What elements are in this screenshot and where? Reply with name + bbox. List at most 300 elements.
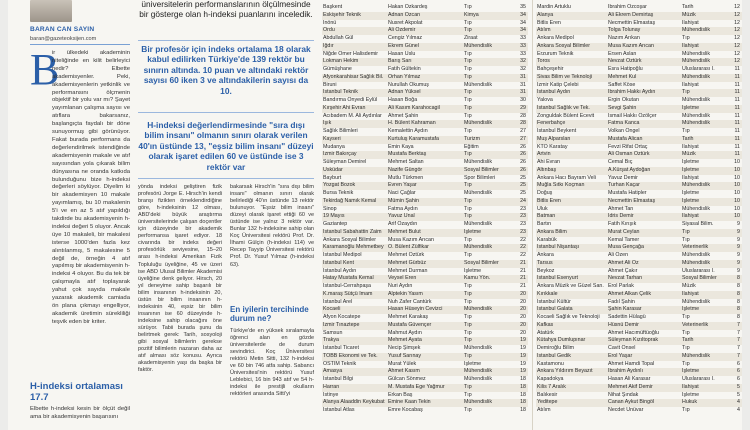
rector-cell: Ahmet Alkan Çelik [608, 290, 651, 297]
university-cell: Amasya [323, 368, 343, 375]
rector-cell: Evren Yaşar [388, 182, 417, 189]
rector-cell: Erol Parlak [608, 283, 634, 289]
table-row [322, 12, 528, 20]
rector-cell: Hasan Boğa [388, 97, 418, 103]
rector-cell: Emre Kocabaş [388, 407, 423, 413]
field-cell: İşletme [682, 391, 700, 398]
rector-cell: Ersen Aslan [608, 50, 637, 57]
field-cell: Tıp [464, 197, 472, 204]
field-cell: Tıp [464, 128, 472, 134]
table-row [536, 221, 742, 229]
field-cell: Mühendislik [682, 112, 710, 119]
field-cell: Kamu Yön. [464, 275, 491, 282]
rector-cell: İbrahim Aydınlı [608, 368, 643, 375]
field-cell: Tıp [682, 360, 690, 367]
university-cell: Batman [537, 213, 556, 220]
rector-cell: Kurtuluş Karamustafa [388, 135, 439, 142]
rector-cell: Cengiz Yılmaz [388, 35, 423, 41]
h-index-cell: 7 [737, 337, 740, 344]
h-index-cell: 20 [520, 290, 526, 297]
h-index-cell: 25 [520, 182, 526, 189]
table-row [322, 353, 528, 361]
table-row [536, 198, 742, 206]
field-cell: Eğitim [464, 143, 479, 150]
field-cell: Tıp [464, 314, 472, 320]
section-subheading: En iyilerin tercihinde durum ne? [230, 305, 309, 324]
field-cell: Tıp [464, 283, 472, 289]
university-cell: Trakya [323, 337, 339, 344]
table-row [536, 128, 742, 136]
field-cell: Tıp [464, 66, 472, 72]
university-cell: Altınbaş [537, 166, 557, 173]
h-index-cell: 8 [737, 283, 740, 289]
table-row [536, 299, 742, 307]
rector-cell: Necmettin Elmastaş [608, 197, 656, 204]
field-cell: Tıp [682, 407, 690, 413]
author-photo [30, 0, 72, 22]
left-tail-paragraph: Elbette h-indeksi kesin bir ölçüt değil ama bir akademisyenin başarısını [30, 406, 130, 420]
h-index-cell: 20 [520, 321, 526, 328]
h-index-cell: 33 [520, 50, 526, 57]
table-row [536, 260, 742, 268]
university-cell: Kapadokya [537, 376, 564, 382]
table-row [322, 113, 528, 121]
table-row [536, 252, 742, 260]
university-cell: 19 Mayıs [323, 213, 345, 220]
h-index-cell: 12 [734, 58, 740, 65]
lead-paragraph [30, 45, 130, 327]
field-cell: İlahiyat [682, 383, 699, 390]
field-cell: Tıp [464, 383, 472, 390]
university-cell: Atılım [537, 407, 551, 413]
rector-cell: Ali Ekrem Demirtaş [608, 11, 654, 18]
table-row [322, 43, 528, 51]
table-row [322, 35, 528, 43]
university-cell: Doğuş [537, 190, 553, 196]
rector-cell: Mustafa Berktaş [388, 151, 427, 158]
university-cell: Atılım [537, 27, 551, 34]
field-cell: Tarih [682, 337, 694, 344]
h-index-cell: 11 [734, 120, 740, 127]
rector-ranking-table [322, 0, 742, 430]
field-cell: Mühendislik [682, 73, 710, 80]
rector-cell: Mehmet Öztürk [388, 252, 425, 258]
university-cell: Erzurum Teknik [537, 50, 574, 57]
university-cell: İstanbul Bilgi [323, 376, 354, 382]
h-index-cell: 10 [734, 213, 740, 220]
university-cell: Başkent [323, 4, 343, 10]
field-cell: Tıp [464, 112, 472, 119]
h-index-cell: 27 [520, 135, 526, 142]
h-index-cell: 30 [520, 97, 526, 103]
newspaper-page [8, 0, 742, 430]
university-cell: Niğde Ömer Halisdemir [323, 50, 379, 57]
h-index-cell: 9 [737, 267, 740, 274]
university-cell: Kafkas [537, 321, 554, 328]
rector-cell: Veysel Eren [388, 275, 417, 282]
table-row [322, 159, 528, 167]
field-cell: Sosyal Bilimler [464, 166, 499, 173]
university-cell: Sinop [323, 205, 337, 212]
h-index-cell: 33 [520, 42, 526, 49]
university-cell: Karamanoğlu Mehmetbey [323, 244, 384, 251]
field-cell: Sosyal Bilimler [682, 275, 717, 282]
h-index-cell: 25 [520, 174, 526, 181]
table-row [322, 58, 528, 66]
university-cell: Bartın [537, 221, 552, 227]
h-index-cell: 22 [520, 236, 526, 243]
rector-cell: Süleyman Kızıltoprak [608, 337, 659, 344]
university-cell: Muğla Sıtkı Koçman [537, 182, 585, 189]
rector-cell: Fevzi Rifat Ortaç [608, 143, 648, 150]
rector-cell: Erkan Baş [388, 391, 413, 398]
rector-cell: Gülcan Sönmez [388, 376, 426, 382]
table-row [536, 175, 742, 183]
field-cell: Mühendislik [682, 298, 710, 305]
table-row [322, 190, 528, 198]
university-cell: Zonguldak Bülent Ecevit [537, 112, 595, 119]
field-cell: İşletme [682, 166, 700, 173]
table-row [322, 268, 528, 276]
university-cell: İstanbul Beykent [537, 128, 577, 134]
table-row [322, 4, 528, 12]
rector-cell: Necmettin Elmastaş [608, 19, 656, 26]
table-row [536, 268, 742, 276]
rector-cell: Musa Kazım Arıcan [608, 42, 654, 49]
h-index-cell: 6 [737, 376, 740, 382]
table-row [536, 291, 742, 299]
field-cell: İşletme [682, 104, 700, 111]
rector-cell: Musa Gençağa [608, 244, 644, 251]
field-cell: Mühendislik [682, 252, 710, 258]
field-cell: Tıp [464, 252, 472, 258]
rector-cell: Ekrem Günel [388, 42, 419, 49]
university-cell: Mardin Artuklu [537, 4, 571, 10]
university-cell: Yeditepe [537, 399, 558, 406]
university-cell: Kayseri [323, 135, 341, 142]
rector-cell: Esra Hatipoğlu [608, 66, 643, 72]
university-cell: İstanbul Sağlık ve Tek. [537, 104, 590, 111]
university-cell: İstanbul Sabahattin Zaim [323, 228, 382, 235]
field-cell: Müzik [682, 283, 696, 289]
author-name: BARAN CAN SAYIN [30, 26, 95, 33]
intro-text: üniversitelerin performanslarının ölçülmesinde bir gösterge olan h-indeksi puanlarını inceledik. [139, 0, 313, 19]
table-row [536, 27, 742, 35]
university-cell: Ankara Medipol [537, 35, 574, 41]
university-cell: Uluk [537, 205, 548, 212]
h-index-cell: 28 [520, 112, 526, 119]
university-cell: Lokman Hekim [323, 58, 359, 65]
university-cell: Tekirdağ Namık Kemal [323, 197, 377, 204]
rector-cell: Şahin Karasar [608, 306, 642, 313]
table-row [536, 322, 742, 330]
h-index-cell: 21 [520, 259, 526, 266]
field-cell: Veterinerlik [682, 321, 709, 328]
university-cell: Gümüşhane [323, 66, 352, 72]
table-row [536, 384, 742, 392]
h-index-cell: 11 [734, 112, 740, 119]
rector-cell: Mehmet Ayata [388, 337, 422, 344]
university-cell: Acıbadem M. Ali Aydınlar [323, 112, 382, 119]
h-index-cell: 7 [737, 321, 740, 328]
table-row [322, 198, 528, 206]
table-row [536, 182, 742, 190]
rector-cell: Fatma Aydın [388, 205, 418, 212]
field-cell: İşletme [682, 368, 700, 375]
university-cell: Ankara Yıldırım Beyazıt [537, 368, 593, 375]
table-row [322, 299, 528, 307]
h-index-cell: 7 [737, 345, 740, 351]
table-row [536, 66, 742, 74]
rector-cell: Naci Çağlar [388, 190, 416, 196]
field-cell: Mühendislik [464, 190, 492, 196]
author-email[interactable]: baran@gazeteoksijen.com [30, 36, 97, 42]
h-index-cell: 8 [737, 306, 740, 313]
h-index-cell: 9 [737, 221, 740, 227]
table-row [322, 167, 528, 175]
table-row [536, 337, 742, 345]
field-cell: Mühendislik [464, 345, 492, 351]
rector-cell: Mehmet Karakaş [388, 314, 429, 320]
university-cell: Üsküdar [323, 166, 343, 173]
rector-cell: Turhan Kaçar [608, 182, 640, 189]
university-cell: Gaziantep [323, 221, 348, 227]
field-cell: Uluslararası İ. [682, 267, 715, 274]
field-cell: İlahiyat [682, 81, 699, 88]
table-row [536, 368, 742, 376]
university-cell: İstanbul Kent [323, 259, 354, 266]
h-index-cell: 18 [520, 399, 526, 406]
field-cell: Mühendislik [682, 58, 710, 65]
h-index-cell: 34 [520, 11, 526, 18]
table-row [322, 322, 528, 330]
rector-cell: İbrahim Hakkı Aydın [608, 89, 656, 96]
h-index-cell: 11 [734, 89, 740, 96]
table-row [536, 244, 742, 252]
rector-cell: Nusret Akpolat [388, 19, 423, 26]
rector-cell: Fatma Kanca [608, 120, 640, 127]
h-index-cell: 26 [520, 151, 526, 158]
table-row [536, 306, 742, 314]
h-index-cell: 12 [734, 50, 740, 57]
table-row [322, 151, 528, 159]
h-index-cell: 10 [734, 174, 740, 181]
field-cell: İşletme [682, 190, 700, 196]
field-cell: Tıp [464, 337, 472, 344]
university-cell: Yalova [537, 97, 553, 103]
rector-cell: Murat Yülek [388, 360, 417, 367]
h-index-cell: 11 [734, 81, 740, 88]
field-cell: Hukuk [682, 399, 698, 406]
h-index-cell: 8 [737, 298, 740, 305]
university-cell: Ankara [537, 252, 554, 258]
table-row [322, 136, 528, 144]
university-cell: Afyon Kocatepe [323, 314, 361, 320]
table-row [536, 159, 742, 167]
field-cell: Mühendislik [464, 221, 492, 227]
table-row [322, 345, 528, 353]
field-cell: Uluslararası İ. [682, 376, 715, 382]
field-cell: İşletme [682, 197, 700, 204]
h-index-cell: 23 [520, 228, 526, 235]
field-cell: İlahiyat [682, 213, 699, 220]
rector-cell: Mehmet Kul [608, 73, 637, 80]
field-cell: Tarih [682, 135, 694, 142]
field-cell: Mühendislik [682, 50, 710, 57]
university-cell: OSTİM Teknik [323, 360, 357, 367]
university-cell: İstanbul Kültür [537, 298, 571, 305]
h-index-cell: 18 [520, 391, 526, 398]
field-cell: Kimya [464, 11, 479, 18]
field-cell: Tıp [464, 407, 472, 413]
field-cell: Mühendislik [464, 399, 492, 406]
h-index-cell: 11 [734, 135, 740, 142]
h-index-cell: 18 [520, 376, 526, 382]
university-cell: Kırşehir Ahi Evran [323, 104, 366, 111]
field-cell: Mühendislik [682, 27, 710, 34]
field-cell: Tıp [464, 58, 472, 65]
h-index-cell: 19 [520, 360, 526, 367]
table-row [322, 376, 528, 384]
field-cell: Tıp [464, 205, 472, 212]
h-index-cell: 21 [520, 275, 526, 282]
h-index-cell: 18 [520, 383, 526, 390]
field-cell: Tıp [464, 213, 472, 220]
table-row [322, 175, 528, 183]
university-cell: Alanya Alaaddin Keykubat [323, 399, 385, 406]
rector-cell: Arif Özaydın [388, 221, 418, 227]
rector-cell: Mustafa Hatipler [608, 190, 647, 196]
table-row [536, 167, 742, 175]
h-index-cell: 34 [520, 27, 526, 34]
university-cell: Kırıkkale [537, 290, 558, 297]
field-cell: İşletme [682, 306, 700, 313]
university-cell: Afyonkarahisar Sağlık Bil. [323, 73, 384, 80]
table-row [322, 206, 528, 214]
rector-cell: Nevzat Öztürk [608, 58, 642, 65]
lead-paragraph-text: ir ülkedeki akademinin niteliğinde en kilit belirleyici nedir? Elbette akademisyenler. Peki, akademisyenlerin yetkinlik ve performansını ölçmenin objektif bir yolu var mı? Şayet yayımlanan çalışma sayısı ve atıflara bakarsanız, başlangıçta faydalı bir döne sunuyormuş gibi görünüyor. Fakat burada performans da değerlendirilmek istendiğinde akademisyenin makale ve atıf sayısından yola çıkarak bilim dünyasına ne oranda katkıda bulunduğunu bize h-indeksi değerleri söylüyor. Diyelim ki bir akademisyen 10 makale yayımlamış, bu 10 makalenin 5'i ve en az 5 atıf yapıldığı takdirde bu akademisyenin h-indeksi değeri 5 oluyor. Ancak üye 10 makaleli, bir makalesi isterse 1000'den fazla kez alıntılanmış, 5 makalesine 5 değil de, örneğin 4 atıf yapılmış bir akademisyenin h-indeksi 4 oluyor. Bu da tek bir çalışmayla atıf toplayarak yahut çok sayıda makale yazarak akademik camiada ön plana çıkmayı engelliyor, akademik üretimin sürekliliği teşvik eden bir kriter. [52, 50, 130, 325]
university-cell: Muş Alparslan [537, 135, 571, 142]
field-cell: Müzik [682, 151, 696, 158]
university-cell: Yozgat Bozok [323, 182, 356, 189]
table-row [322, 237, 528, 245]
table-row [536, 136, 742, 144]
h-index-cell: 4 [737, 407, 740, 413]
rector-cell: Hakan Özkardeş [388, 4, 428, 10]
university-cell: Harran [323, 383, 340, 390]
rector-cell: Murat Ceylan [608, 228, 640, 235]
field-cell: Müzik [682, 11, 696, 18]
field-cell: Tıp [682, 236, 690, 243]
rector-cell: Nuri Aydın [388, 283, 413, 289]
h-index-cell: 10 [734, 159, 740, 165]
university-cell: TOBB Ekonomi ve Tek. [323, 352, 378, 359]
table-row [322, 260, 528, 268]
h-index-cell: 9 [737, 236, 740, 243]
rector-cell: Yavuz Demir [608, 174, 638, 181]
field-cell: İlahiyat [682, 174, 699, 181]
h-index-cell: 19 [520, 368, 526, 375]
rector-cell: Nuh Zafer Cantürk [388, 298, 432, 305]
table-row [536, 120, 742, 128]
table-row [322, 306, 528, 314]
university-cell: Kütahya Dumlupınar [537, 337, 586, 344]
field-cell: İşletme [682, 159, 700, 165]
table-row [322, 407, 528, 415]
rector-cell: M. Mustafa Ege Yağmur [388, 383, 445, 390]
table-row [322, 89, 528, 97]
table-row [536, 399, 742, 407]
university-cell: İstanbul Galata [537, 306, 573, 313]
field-cell: Mühendislik [464, 306, 492, 313]
field-cell: Tıp [464, 73, 472, 80]
field-cell: Mühendislik [464, 159, 492, 165]
body-column-a: yönda indeksi geliştiren fizik profesörü Jorge E. Hirsch'in kendi branşı fizikten örneklendirdiğine göre, h-indeksinin 12 olması, ABD'deki büyük araştırma üniversitelerinde çalışan doçentler için düzeyinde bir akademik performansa işaret ediyor. 18 civarında bir indeks değeri profesörlük seviyesine, 15–20 arası h-indeksi Amerikan Fizik Topluluğu üyeliğine, 45 ve üzeri ise ABD Ulusal Bilimler Akademisi üyeliğine denk geliyor. Hirsch, 20 yıl deneyime sahip başarılı bir bilim insanının h-indeksinin 20, üstün bir bilim insanının h-indeksinin 40, eşsiz bir bilim insanının ise 60 düzeyinde h-indeksine sahip olacağını öne sürüyor. Tabii burada şunu da belirtmek gerek: Tarih, sosyoloji gibi sosyal bilimlerin gerekse pozitif bilimlerin nazaran daha az atıf alması söz konusu. Ayrıca akademisyenin yaşı da başka bir faktör. [138, 184, 222, 374]
rector-cell: Ergin Okutan [608, 97, 639, 103]
h-index-cell: 11 [734, 104, 740, 111]
h-index-cell: 28 [520, 120, 526, 127]
h-index-cell: 8 [737, 275, 740, 282]
table-row [536, 113, 742, 121]
field-cell: Siyasal Bilim. [682, 221, 714, 227]
field-cell: Tıp [464, 182, 472, 189]
table-row [322, 213, 528, 221]
table-row [322, 20, 528, 28]
rector-cell: Ö. Bülent Zülfikar [388, 244, 429, 251]
rector-cell: Fatih Kırışık [608, 221, 637, 227]
table-row [536, 97, 742, 105]
university-cell: Ordu [323, 27, 335, 34]
university-cell: Mudanya [323, 143, 345, 150]
university-cell: Bitlis Eren [537, 197, 561, 204]
rector-cell: Volkan Öngel [608, 128, 640, 134]
field-cell: Mühendislik [682, 259, 710, 266]
rector-cell: Mutlu Türkmen [388, 174, 424, 181]
rector-cell: Nazım Arıkan [608, 35, 640, 41]
h-index-cell: 11 [734, 97, 740, 103]
h-index-cell: 19 [520, 352, 526, 359]
rector-cell: Erol Yaşar [608, 352, 633, 359]
field-cell: İlahiyat [682, 143, 699, 150]
field-cell: Mühendislik [682, 97, 710, 103]
field-cell: Turizm [464, 135, 480, 142]
h-index-cell: 35 [520, 4, 526, 10]
h-index-cell: 11 [734, 151, 740, 158]
h-index-cell: 9 [737, 259, 740, 266]
rector-cell: Hasan Ali Karasar [608, 376, 651, 382]
h-index-cell: 5 [737, 383, 740, 390]
rector-cell: Canan Aykut Bingöl [608, 399, 655, 406]
body-column-b-continued: Türkiye'de en yüksek sıralamayla öğrenci alan en gözde üniversitelerde de durum sevindirici. Koç Üniversitesi rektörü Metin Sitti, 132 h-indeksi ve 60 bin 746 atfa sahip. Sabancı Üniversitesi'nin rektörü Yusuf Leblebici, 16 bin 943 atıf ve 54 h-indeksi ile prestijli okulların rektörleri arasında Sitti'yi [230, 328, 314, 398]
field-cell: Tıp [464, 298, 472, 305]
university-cell: İzmir Bakırçay [323, 151, 357, 158]
university-cell: İstanbul Ticaret [323, 345, 359, 351]
university-cell: Iğdır [323, 42, 334, 49]
h-index-cell: 22 [520, 244, 526, 251]
pull-quote-1: Bir profesör için indeks ortalama 18 olarak kabul edilirken Türkiye'de 139 rektör bu sınırın altında. 10 puan ve altındaki rektör sayısı 60 iken 3 ve altındakilerin sayısı da 10. [141, 44, 311, 96]
table-row [322, 120, 528, 128]
table-row [322, 105, 528, 113]
university-cell: Bayburt [323, 174, 342, 181]
field-cell: Tıp [682, 128, 690, 134]
field-cell: Tıp [682, 89, 690, 96]
h-index-cell: 22 [520, 252, 526, 258]
table-row [322, 361, 528, 369]
h-index-cell: 25 [520, 190, 526, 196]
h-index-cell: 31 [520, 81, 526, 88]
table-row [536, 190, 742, 198]
table-row [536, 35, 742, 43]
